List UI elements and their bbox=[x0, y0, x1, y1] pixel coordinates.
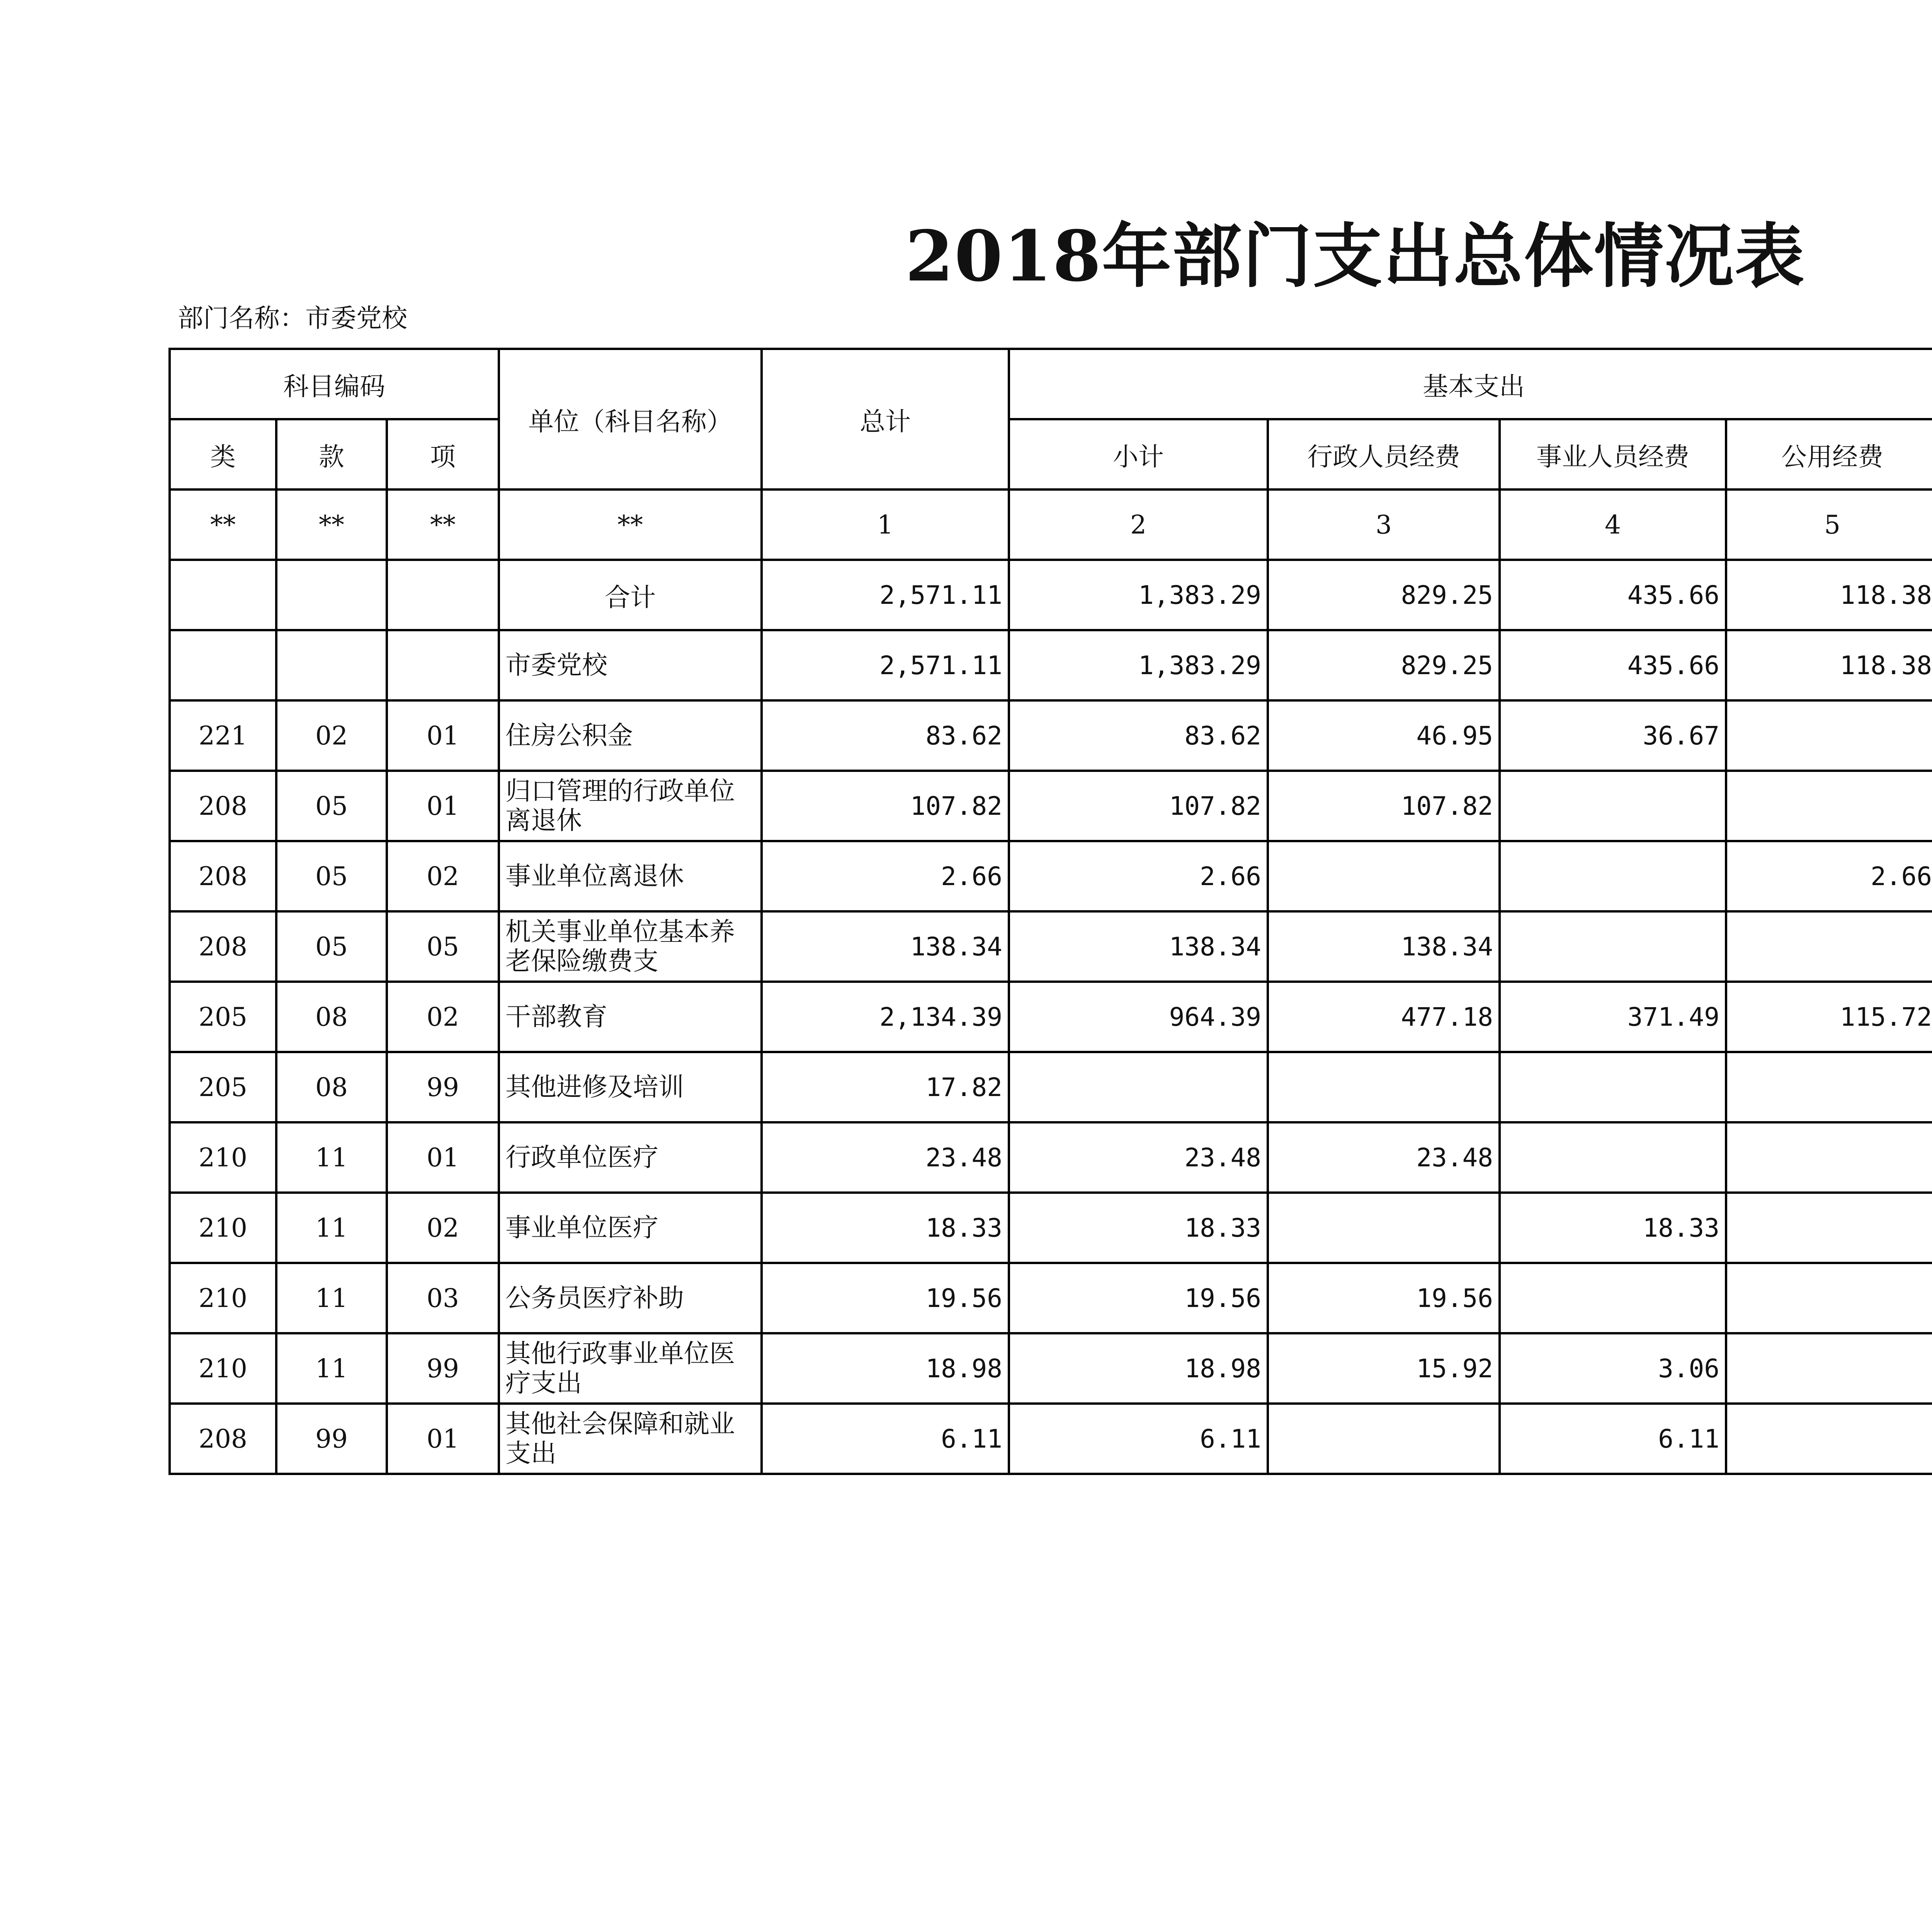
expenditure-table bbox=[168, 348, 1932, 1475]
amount-cell: 17.82 bbox=[762, 1052, 1009, 1122]
page-title: 2018年部门支出总体情况表 bbox=[905, 216, 1805, 297]
xiang-cell: 02 bbox=[387, 982, 499, 1052]
table-row bbox=[170, 1333, 1932, 1404]
amount-cell: 435.66 bbox=[1500, 630, 1726, 700]
table-row bbox=[170, 1404, 1932, 1474]
kuan-cell: 11 bbox=[276, 1333, 387, 1404]
amount-cell: 19.56 bbox=[762, 1263, 1009, 1333]
amount-cell bbox=[1726, 1122, 1932, 1193]
lei-cell: 208 bbox=[170, 841, 276, 911]
amount-cell: 371.49 bbox=[1500, 982, 1726, 1052]
amount-cell: 829.25 bbox=[1268, 630, 1500, 700]
column-mark: 3 bbox=[1268, 489, 1500, 560]
amount-cell bbox=[1726, 1052, 1932, 1122]
table-row bbox=[170, 1052, 1932, 1122]
table-row bbox=[170, 841, 1932, 911]
kuan-cell: 05 bbox=[276, 771, 387, 841]
public-funds-header: 公用经费 bbox=[1726, 419, 1932, 489]
amount-cell: 19.56 bbox=[1009, 1263, 1268, 1333]
amount-cell: 138.34 bbox=[1268, 911, 1500, 982]
amount-cell bbox=[1268, 1404, 1500, 1474]
kuan-cell: 08 bbox=[276, 1052, 387, 1122]
amount-cell: 1,383.29 bbox=[1009, 630, 1268, 700]
lei-cell: 205 bbox=[170, 1052, 276, 1122]
column-mark: ** bbox=[276, 489, 387, 560]
kuan-cell: 02 bbox=[276, 700, 387, 771]
subject-name-cell: 机关事业单位基本养老保险缴费支 bbox=[499, 911, 762, 982]
subject-name-cell: 事业单位医疗 bbox=[499, 1193, 762, 1263]
amount-cell bbox=[1726, 911, 1932, 982]
subject-name-cell: 其他进修及培训 bbox=[499, 1052, 762, 1122]
amount-cell bbox=[1500, 841, 1726, 911]
kuan-cell: 11 bbox=[276, 1122, 387, 1193]
basic-expenditure-header: 基本支出 bbox=[1009, 349, 1932, 419]
amount-cell bbox=[1726, 1263, 1932, 1333]
lei-cell: 210 bbox=[170, 1333, 276, 1404]
table-body bbox=[170, 560, 1932, 1474]
xiang-header: 项 bbox=[387, 419, 499, 489]
amount-cell: 23.48 bbox=[762, 1122, 1009, 1193]
amount-cell: 2,571.11 bbox=[762, 560, 1009, 630]
column-mark: 5 bbox=[1726, 489, 1932, 560]
amount-cell: 435.66 bbox=[1500, 560, 1726, 630]
subject-name-cell: 公务员医疗补助 bbox=[499, 1263, 762, 1333]
amount-cell: 46.95 bbox=[1268, 700, 1500, 771]
lei-header: 类 bbox=[170, 419, 276, 489]
amount-cell: 18.33 bbox=[762, 1193, 1009, 1263]
lei-cell: 210 bbox=[170, 1193, 276, 1263]
amount-cell: 23.48 bbox=[1268, 1122, 1500, 1193]
amount-cell: 138.34 bbox=[1009, 911, 1268, 982]
amount-cell bbox=[1500, 1052, 1726, 1122]
amount-cell: 138.34 bbox=[762, 911, 1009, 982]
amount-cell: 6.11 bbox=[1009, 1404, 1268, 1474]
subject-name-cell: 行政单位医疗 bbox=[499, 1122, 762, 1193]
department-label: 部门名称：市委党校 bbox=[178, 303, 407, 333]
amount-cell: 18.98 bbox=[762, 1333, 1009, 1404]
amount-cell bbox=[1726, 1404, 1932, 1474]
kuan-cell: 11 bbox=[276, 1193, 387, 1263]
kuan-cell bbox=[276, 560, 387, 630]
amount-cell: 477.18 bbox=[1268, 982, 1500, 1052]
lei-cell: 221 bbox=[170, 700, 276, 771]
kuan-header: 款 bbox=[276, 419, 387, 489]
amount-cell: 2.66 bbox=[1009, 841, 1268, 911]
amount-cell: 83.62 bbox=[762, 700, 1009, 771]
column-mark: ** bbox=[499, 489, 762, 560]
subject-name-cell: 合计 bbox=[499, 560, 762, 630]
column-mark: ** bbox=[387, 489, 499, 560]
amount-cell bbox=[1500, 771, 1726, 841]
subject-name-cell: 住房公积金 bbox=[499, 700, 762, 771]
amount-cell: 1,383.29 bbox=[1009, 560, 1268, 630]
amount-cell: 6.11 bbox=[1500, 1404, 1726, 1474]
lei-cell: 205 bbox=[170, 982, 276, 1052]
header-row-1 bbox=[170, 349, 1932, 419]
amount-cell: 15.92 bbox=[1268, 1333, 1500, 1404]
xiang-cell: 01 bbox=[387, 1404, 499, 1474]
kuan-cell: 08 bbox=[276, 982, 387, 1052]
kuan-cell: 05 bbox=[276, 841, 387, 911]
table-row bbox=[170, 630, 1932, 700]
table-row bbox=[170, 1122, 1932, 1193]
amount-cell: 2.66 bbox=[1726, 841, 1932, 911]
amount-cell bbox=[1726, 1333, 1932, 1404]
header-row-3 bbox=[170, 489, 1932, 560]
column-mark: 4 bbox=[1500, 489, 1726, 560]
header-row-2 bbox=[170, 419, 1932, 489]
table-row bbox=[170, 911, 1932, 982]
amount-cell: 115.72 bbox=[1726, 982, 1932, 1052]
amount-cell bbox=[1500, 1122, 1726, 1193]
subject-name-cell: 事业单位离退休 bbox=[499, 841, 762, 911]
table-row bbox=[170, 1263, 1932, 1333]
xiang-cell: 05 bbox=[387, 911, 499, 982]
amount-cell: 107.82 bbox=[1268, 771, 1500, 841]
xiang-cell: 01 bbox=[387, 1122, 499, 1193]
lei-cell bbox=[170, 630, 276, 700]
total-header: 总计 bbox=[762, 349, 1009, 489]
subject-name-cell: 市委党校 bbox=[499, 630, 762, 700]
subject-name-cell: 干部教育 bbox=[499, 982, 762, 1052]
lei-cell: 210 bbox=[170, 1122, 276, 1193]
kuan-cell: 99 bbox=[276, 1404, 387, 1474]
amount-cell: 23.48 bbox=[1009, 1122, 1268, 1193]
column-mark: 2 bbox=[1009, 489, 1268, 560]
amount-cell bbox=[1268, 1052, 1500, 1122]
lei-cell: 208 bbox=[170, 911, 276, 982]
xiang-cell: 01 bbox=[387, 700, 499, 771]
amount-cell: 36.67 bbox=[1500, 700, 1726, 771]
amount-cell: 18.33 bbox=[1009, 1193, 1268, 1263]
lei-cell bbox=[170, 560, 276, 630]
column-mark: 1 bbox=[762, 489, 1009, 560]
inst-staff-header: 事业人员经费 bbox=[1500, 419, 1726, 489]
table-row bbox=[170, 560, 1932, 630]
amount-cell: 18.98 bbox=[1009, 1333, 1268, 1404]
subject-name-cell: 归口管理的行政单位离退休 bbox=[499, 771, 762, 841]
xiang-cell: 02 bbox=[387, 841, 499, 911]
xiang-cell: 01 bbox=[387, 771, 499, 841]
subject-name-cell: 其他行政事业单位医疗支出 bbox=[499, 1333, 762, 1404]
kuan-cell bbox=[276, 630, 387, 700]
xiang-cell bbox=[387, 560, 499, 630]
subject-name-cell: 其他社会保障和就业支出 bbox=[499, 1404, 762, 1474]
table-row bbox=[170, 700, 1932, 771]
amount-cell: 2.66 bbox=[762, 841, 1009, 911]
amount-cell: 3.06 bbox=[1500, 1333, 1726, 1404]
xiang-cell: 02 bbox=[387, 1193, 499, 1263]
amount-cell bbox=[1726, 700, 1932, 771]
column-mark: ** bbox=[170, 489, 276, 560]
table-row bbox=[170, 982, 1932, 1052]
amount-cell: 2,134.39 bbox=[762, 982, 1009, 1052]
amount-cell bbox=[1726, 771, 1932, 841]
lei-cell: 210 bbox=[170, 1263, 276, 1333]
amount-cell bbox=[1726, 1193, 1932, 1263]
kuan-cell: 11 bbox=[276, 1263, 387, 1333]
xiang-cell: 99 bbox=[387, 1333, 499, 1404]
amount-cell: 118.38 bbox=[1726, 560, 1932, 630]
subject-code-header: 科目编码 bbox=[170, 349, 499, 419]
amount-cell bbox=[1009, 1052, 1268, 1122]
amount-cell: 118.38 bbox=[1726, 630, 1932, 700]
amount-cell: 107.82 bbox=[1009, 771, 1268, 841]
table-row bbox=[170, 1193, 1932, 1263]
xiang-cell: 03 bbox=[387, 1263, 499, 1333]
amount-cell: 107.82 bbox=[762, 771, 1009, 841]
basic-subtotal-header: 小计 bbox=[1009, 419, 1268, 489]
amount-cell: 829.25 bbox=[1268, 560, 1500, 630]
unit-name-header: 单位（科目名称） bbox=[499, 349, 762, 489]
lei-cell: 208 bbox=[170, 771, 276, 841]
amount-cell: 18.33 bbox=[1500, 1193, 1726, 1263]
amount-cell: 83.62 bbox=[1009, 700, 1268, 771]
amount-cell: 964.39 bbox=[1009, 982, 1268, 1052]
admin-staff-header: 行政人员经费 bbox=[1268, 419, 1500, 489]
amount-cell bbox=[1268, 1193, 1500, 1263]
xiang-cell bbox=[387, 630, 499, 700]
lei-cell: 208 bbox=[170, 1404, 276, 1474]
amount-cell bbox=[1268, 841, 1500, 911]
amount-cell: 6.11 bbox=[762, 1404, 1009, 1474]
amount-cell: 2,571.11 bbox=[762, 630, 1009, 700]
amount-cell bbox=[1500, 1263, 1726, 1333]
amount-cell bbox=[1500, 911, 1726, 982]
table-row bbox=[170, 771, 1932, 841]
table-header bbox=[170, 349, 1932, 560]
kuan-cell: 05 bbox=[276, 911, 387, 982]
amount-cell: 19.56 bbox=[1268, 1263, 1500, 1333]
xiang-cell: 99 bbox=[387, 1052, 499, 1122]
